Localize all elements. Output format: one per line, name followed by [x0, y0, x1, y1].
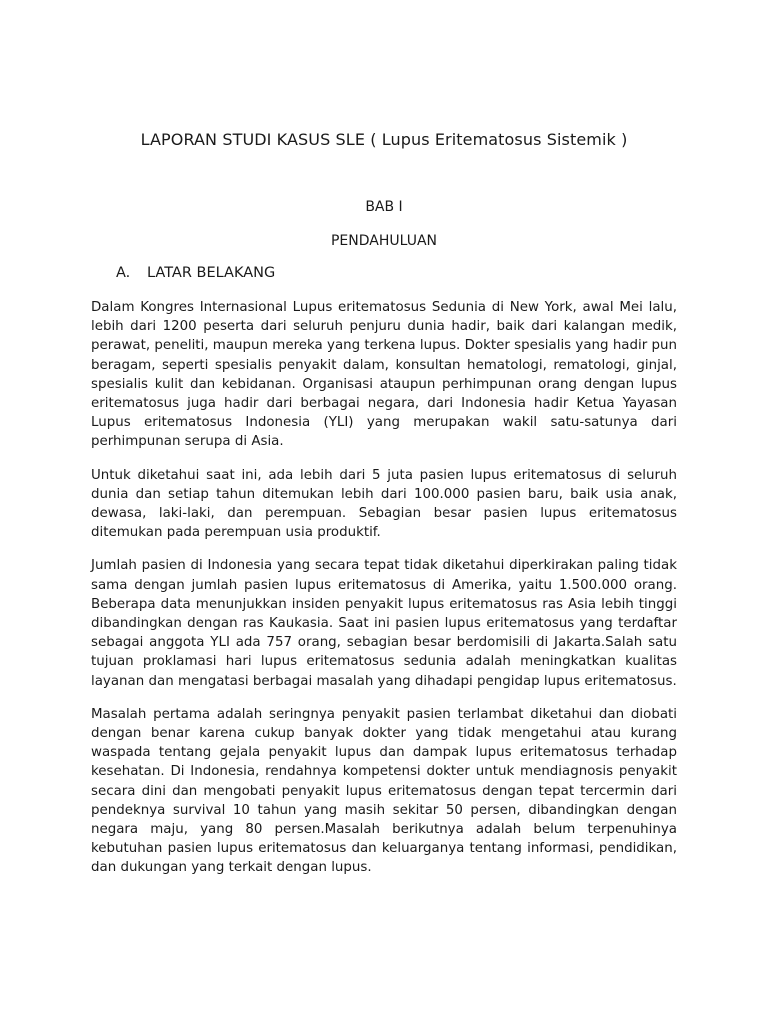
paragraph: Dalam Kongres Internasional Lupus eritematosus Sedunia di New York, awal Mei lalu, lebih dari 1200 peserta dari seluruh penjuru dunia hadir, baik dari kalangan medik, perawat, peneliti, maupun mereka yang terkena lupus. Dokter spesialis yang hadir pun beragam, seperti spesialis penyakit dalam, konsultan hematologi, rematologi, ginjal, spesialis kulit dan kebidanan. Organisasi ataupun perhimpunan orang dengan lupus eritematosus juga hadir dari berbagai negara, dari Indonesia hadir Ketua Yayasan Lupus eritematosus Indonesia (YLI) yang merupakan wakil satu-satunya dari perhimpunan serupa di Asia.	[91, 300, 677, 450]
paragraph: Jumlah pasien di Indonesia yang secara tepat tidak diketahui diperkirakan paling tidak sama dengan jumlah pasien lupus eritematosus di Amerika, yaitu 1.500.000 orang. Beberapa data menunjukkan insiden penyakit lupus eritematosus ras Asia lebih tinggi dibandingkan dengan ras Kaukasia. Saat ini pasien lupus eritematosus yang terdaftar sebagai anggota YLI ada 757 orang, sebagian besar berdomisili di Jakarta.Salah satu tujuan proklamasi hari lupus eritematosus sedunia adalah meningkatkan kualitas layanan dan mengatasi berbagai masalah yang dihadapi pengidap lupus eritematosus.	[91, 558, 677, 689]
section-heading	[116, 265, 275, 281]
paragraph: Untuk diketahui saat ini, ada lebih dari 5 juta pasien lupus eritematosus di seluruh dunia dan setiap tahun ditemukan lebih dari 100.000 pasien baru, baik usia anak, dewasa, laki-laki, dan perempuan. Sebagian besar pasien lupus eritematosus ditemukan pada perempuan usia produktif.	[91, 467, 677, 541]
section-number: A.	[116, 265, 131, 281]
section-title: LATAR BELAKANG	[147, 265, 276, 281]
chapter-title: PENDAHULUAN	[330, 233, 438, 249]
paragraph: Masalah pertama adalah seringnya penyakit pasien terlambat diketahui dan diobati dengan benar karena cukup banyak dokter yang tidak mengetahui atau kurang waspada tentang gejala penyakit lupus dan dampak lupus eritematosus terhadap kesehatan. Di Indonesia, rendahnya kompetensi dokter untuk mendiagnosis penyakit secara dini dan mengobati penyakit lupus eritematosus dengan tepat tercermin dari pendeknya survival 10 tahun yang masih sekitar 50 persen, dibandingkan dengan negara maju, yang 80 persen.Masalah berikutnya adalah belum terpenuhinya kebutuhan pasien lupus eritematosus dan keluarganya tentang informasi, pendidikan, dan dukungan yang terkait dengan lupus.	[91, 706, 677, 876]
document-title: LAPORAN STUDI KASUS SLE ( Lupus Eritematosus Sistemik )	[140, 130, 628, 149]
body-text	[91, 298, 677, 892]
chapter-label: BAB I	[365, 199, 403, 215]
